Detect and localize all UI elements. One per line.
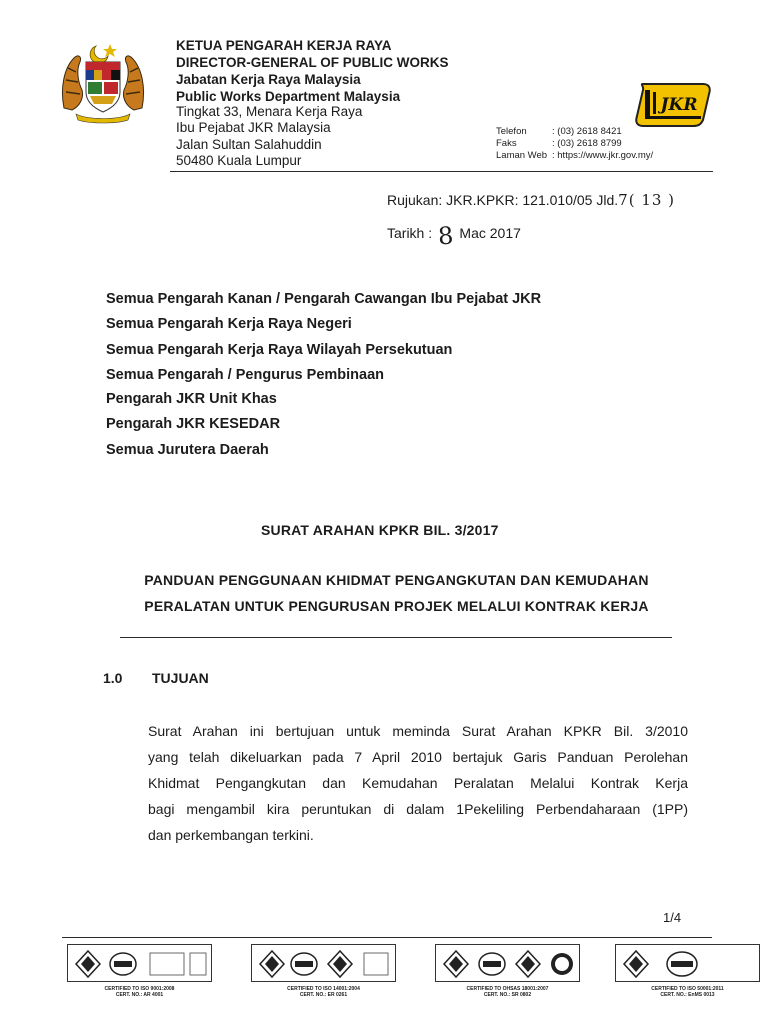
address-line: Jalan Sultan Salahuddin xyxy=(176,137,322,152)
section-paragraph xyxy=(148,718,688,848)
date-label: Tarikh : xyxy=(387,225,433,241)
recipient-line: Pengarah JKR KESEDAR xyxy=(106,416,281,432)
contact-telephone xyxy=(496,126,622,138)
certification-badge-frame xyxy=(435,944,580,982)
certification-badges-icon xyxy=(436,945,581,983)
address-line: Ibu Pejabat JKR Malaysia xyxy=(176,120,331,135)
date-line xyxy=(387,216,521,251)
coat-of-arms-logo xyxy=(58,38,148,124)
recipient-line: Semua Pengarah Kerja Raya Negeri xyxy=(106,316,352,332)
reference-label: Rujukan: xyxy=(387,192,443,208)
footer-divider xyxy=(62,937,712,938)
certification-badge-frame xyxy=(67,944,212,982)
website-link[interactable]: : https://www.jkr.gov.my/ xyxy=(552,150,654,161)
certification-number: CERT. NO.: AR 4001 xyxy=(115,992,164,998)
certification-number: CERT. NO.: SR 0802 xyxy=(483,992,532,998)
recipient-line: Semua Pengarah / Pengurus Pembinaan xyxy=(106,367,384,383)
section-number: 1.0 xyxy=(103,670,123,686)
subject-divider xyxy=(120,637,672,638)
paragraph-line: bagi mengambil kira peruntukan di dalam 1Pekeliling Perbendaharaan (1PP) xyxy=(148,801,688,817)
certification-badges-icon xyxy=(252,945,397,983)
certification-text xyxy=(435,986,580,998)
fax-value: : (03) 2618 8799 xyxy=(552,138,622,149)
certification-block xyxy=(615,944,760,1004)
recipient-line: Semua Pengarah Kerja Raya Wilayah Persekutuan xyxy=(106,342,453,358)
certification-badge-frame xyxy=(251,944,396,982)
certification-standard: CERTIFIED TO ISO 14001:2004 xyxy=(287,986,360,992)
letterhead-title-malay: KETUA PENGARAH KERJA RAYA xyxy=(176,38,392,53)
certification-badge-frame xyxy=(615,944,760,982)
certification-text xyxy=(615,986,760,998)
website-label: Laman Web xyxy=(496,150,548,161)
certification-badges-icon xyxy=(616,945,713,983)
certification-block xyxy=(67,944,212,1004)
certification-badges-icon xyxy=(68,945,213,983)
subject-line: PERALATAN UNTUK PENGURUSAN PROJEK MELALUI KONTRAK KERJA xyxy=(144,598,649,614)
certification-block xyxy=(435,944,580,1004)
address-line: Tingkat 33, Menara Kerja Raya xyxy=(176,104,363,119)
recipient-line: Semua Pengarah Kanan / Pengarah Cawangan Ibu Pejabat JKR xyxy=(106,291,542,307)
certification-standard: CERTIFIED TO ISO 9001:2008 xyxy=(104,986,175,992)
reference-handwritten: 7( 13 ) xyxy=(618,191,676,209)
letterhead-department-malay: Jabatan Kerja Raya Malaysia xyxy=(176,72,361,87)
letterhead-title-english: DIRECTOR-GENERAL OF PUBLIC WORKS xyxy=(176,55,449,70)
contact-fax xyxy=(496,138,622,150)
letterhead-department-english: Public Works Department Malaysia xyxy=(176,89,401,104)
certification-block xyxy=(251,944,396,1004)
paragraph-line: yang telah dikeluarkan pada 7 April 2010 bertajuk Garis Panduan Perolehan xyxy=(148,749,688,765)
telephone-value: : (03) 2618 8421 xyxy=(552,126,622,137)
recipient-line: Semua Jurutera Daerah xyxy=(106,442,269,458)
letterhead-divider xyxy=(170,171,713,172)
certification-text xyxy=(67,986,212,998)
address-line: 50480 Kuala Lumpur xyxy=(176,153,302,168)
subject-line: PANDUAN PENGGUNAAN KHIDMAT PENGANGKUTAN DAN KEMUDAHAN xyxy=(144,572,649,588)
section-heading: TUJUAN xyxy=(152,670,209,686)
fax-label: Faks xyxy=(496,138,517,149)
certification-number: CERT. NO.: ER 0261 xyxy=(299,992,348,998)
certification-standard: CERTIFIED TO ISO 50001:2011 xyxy=(651,986,724,992)
contact-website xyxy=(496,150,653,162)
certification-standard: CERTIFIED TO OHSAS 18001:2007 xyxy=(466,986,549,992)
date-month-year: Mac 2017 xyxy=(459,225,521,241)
paragraph-line: Surat Arahan ini bertujuan untuk meminda Surat Arahan KPKR Bil. 3/2010 xyxy=(148,723,688,739)
certification-text xyxy=(251,986,396,998)
certification-number: CERT. NO.: EnMS 0013 xyxy=(660,992,715,998)
recipient-line: Pengarah JKR Unit Khas xyxy=(106,391,277,407)
paragraph-line: Khidmat Pengangkutan dan Kemudahan Peralatan Melalui Kontrak Kerja xyxy=(148,775,688,791)
reference-line xyxy=(387,191,675,209)
jkr-logo-text: JKR xyxy=(660,95,698,115)
letter-title: SURAT ARAHAN KPKR BIL. 3/2017 xyxy=(261,522,499,538)
jkr-logo xyxy=(633,80,713,128)
date-day-handwritten: 8 xyxy=(437,221,455,251)
paragraph-line: dan perkembangan terkini. xyxy=(148,827,314,843)
telephone-label: Telefon xyxy=(496,126,527,137)
reference-number: JKR.KPKR: 121.010/05 Jld. xyxy=(446,192,619,208)
page-number: 1/4 xyxy=(663,910,682,925)
